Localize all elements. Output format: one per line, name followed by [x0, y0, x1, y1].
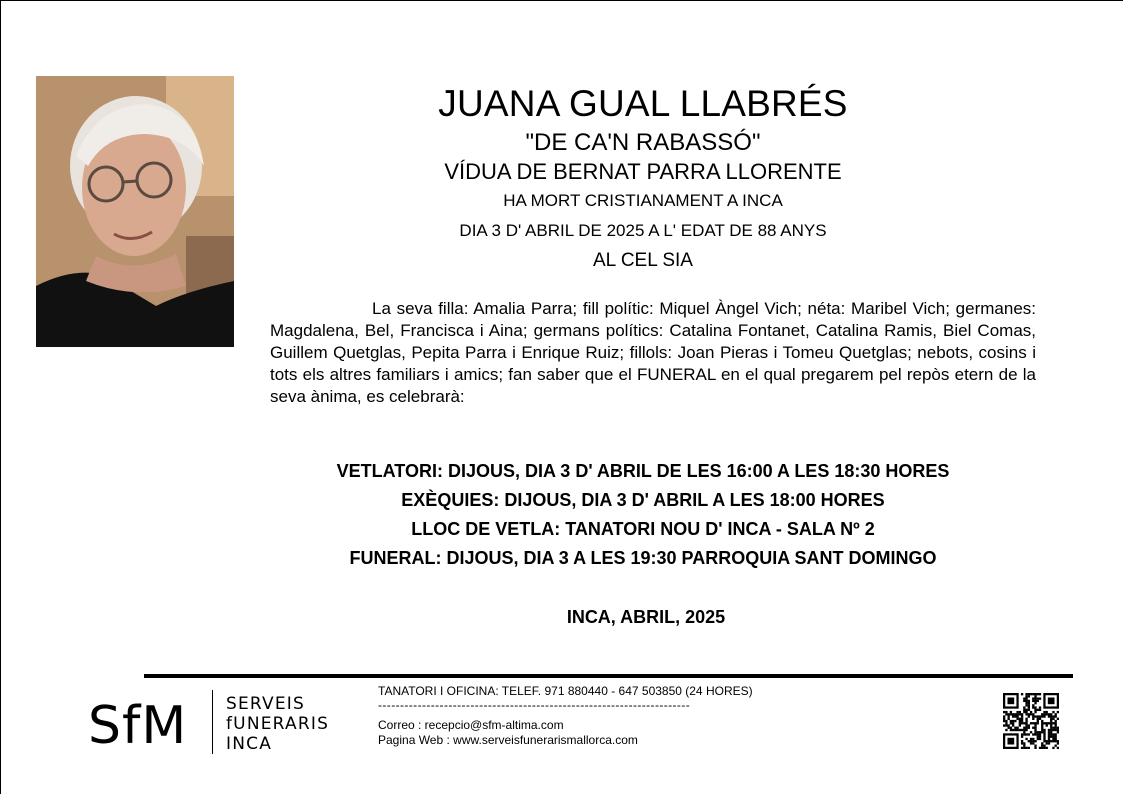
logo-line-2: fUNERARIS [226, 714, 330, 734]
place-date: INCA, ABRIL, 2025 [566, 607, 726, 627]
logo-line-3: INCA [226, 734, 273, 754]
contact-divider: ----------------------------------------------------------------------- [378, 698, 691, 712]
service-funeral: FUNERAL: DIJOUS, DIA 3 A LES 19:30 PARROQUIA SANT DOMINGO [349, 548, 937, 568]
blessing: AL CEL SIA [593, 250, 693, 271]
contact-email: Correo : recepcio@sfm-altima.com [378, 718, 564, 732]
portrait-photo [36, 76, 234, 347]
contact-web: Pagina Web : www.serveisfunerarismallorca.com [378, 733, 638, 747]
page-border-top [0, 0, 1123, 1]
services-list [240, 457, 1046, 573]
service-wake-place: LLOC DE VETLA: TANATORI NOU D' INCA - SALA Nº 2 [411, 519, 875, 539]
deceased-name: JUANA GUAL LLABRÉS [438, 83, 848, 124]
service-exequies: EXÈQUIES: DIJOUS, DIA 3 D' ABRIL A LES 18:00 HORES [401, 490, 885, 510]
company-logo [88, 686, 338, 756]
page-border-left [0, 0, 1, 794]
widow-of: VÍDUA DE BERNAT PARRA LLORENTE [444, 159, 842, 184]
deceased-nickname: "DE CA'N RABASSÓ" [525, 129, 761, 156]
logo-line-1: SERVEIS [226, 694, 305, 714]
logo-separator [212, 690, 213, 754]
service-wake: VETLATORI: DIJOUS, DIA 3 D' ABRIL DE LES 16:00 A LES 18:30 HORES [336, 461, 950, 481]
footer-rule [144, 674, 1073, 678]
death-place: HA MORT CRISTIANAMENT A INCA [503, 191, 783, 210]
family-announcement: La seva filla: Amalia Parra; fill polític: Miquel Àngel Vich; néta: Maribel Vich; germanes: Magdalena, Bel, Francisca i Aina; germans polítics: Catalina Fontanet, Catalina Ramis, Biel Comas, Guillem Quetglas, Pepita Parra i Enrique Ruiz; fillols: Joan Pieras i Tomeu Quetglas; nebots, cosins i tots els altres familiars i amics; fan saber que el FUNERAL en el qual pregarem pel repòs etern de la seva ànima, es celebrarà: [270, 299, 1036, 406]
contact-phones: TANATORI I OFICINA: TELEF. 971 880440 - 647 503850 (24 HORES) [378, 684, 753, 698]
logo-text [226, 694, 329, 754]
qr-code-icon [1003, 693, 1059, 749]
death-date-age: DIA 3 D' ABRIL DE 2025 A L' EDAT DE 88 ANYS [459, 221, 827, 240]
obituary-header [270, 82, 1016, 276]
qr-code-graphic [1003, 693, 1059, 749]
portrait-illustration [36, 76, 234, 347]
logo-mark: SfM [88, 696, 188, 756]
contact-info [378, 684, 858, 748]
